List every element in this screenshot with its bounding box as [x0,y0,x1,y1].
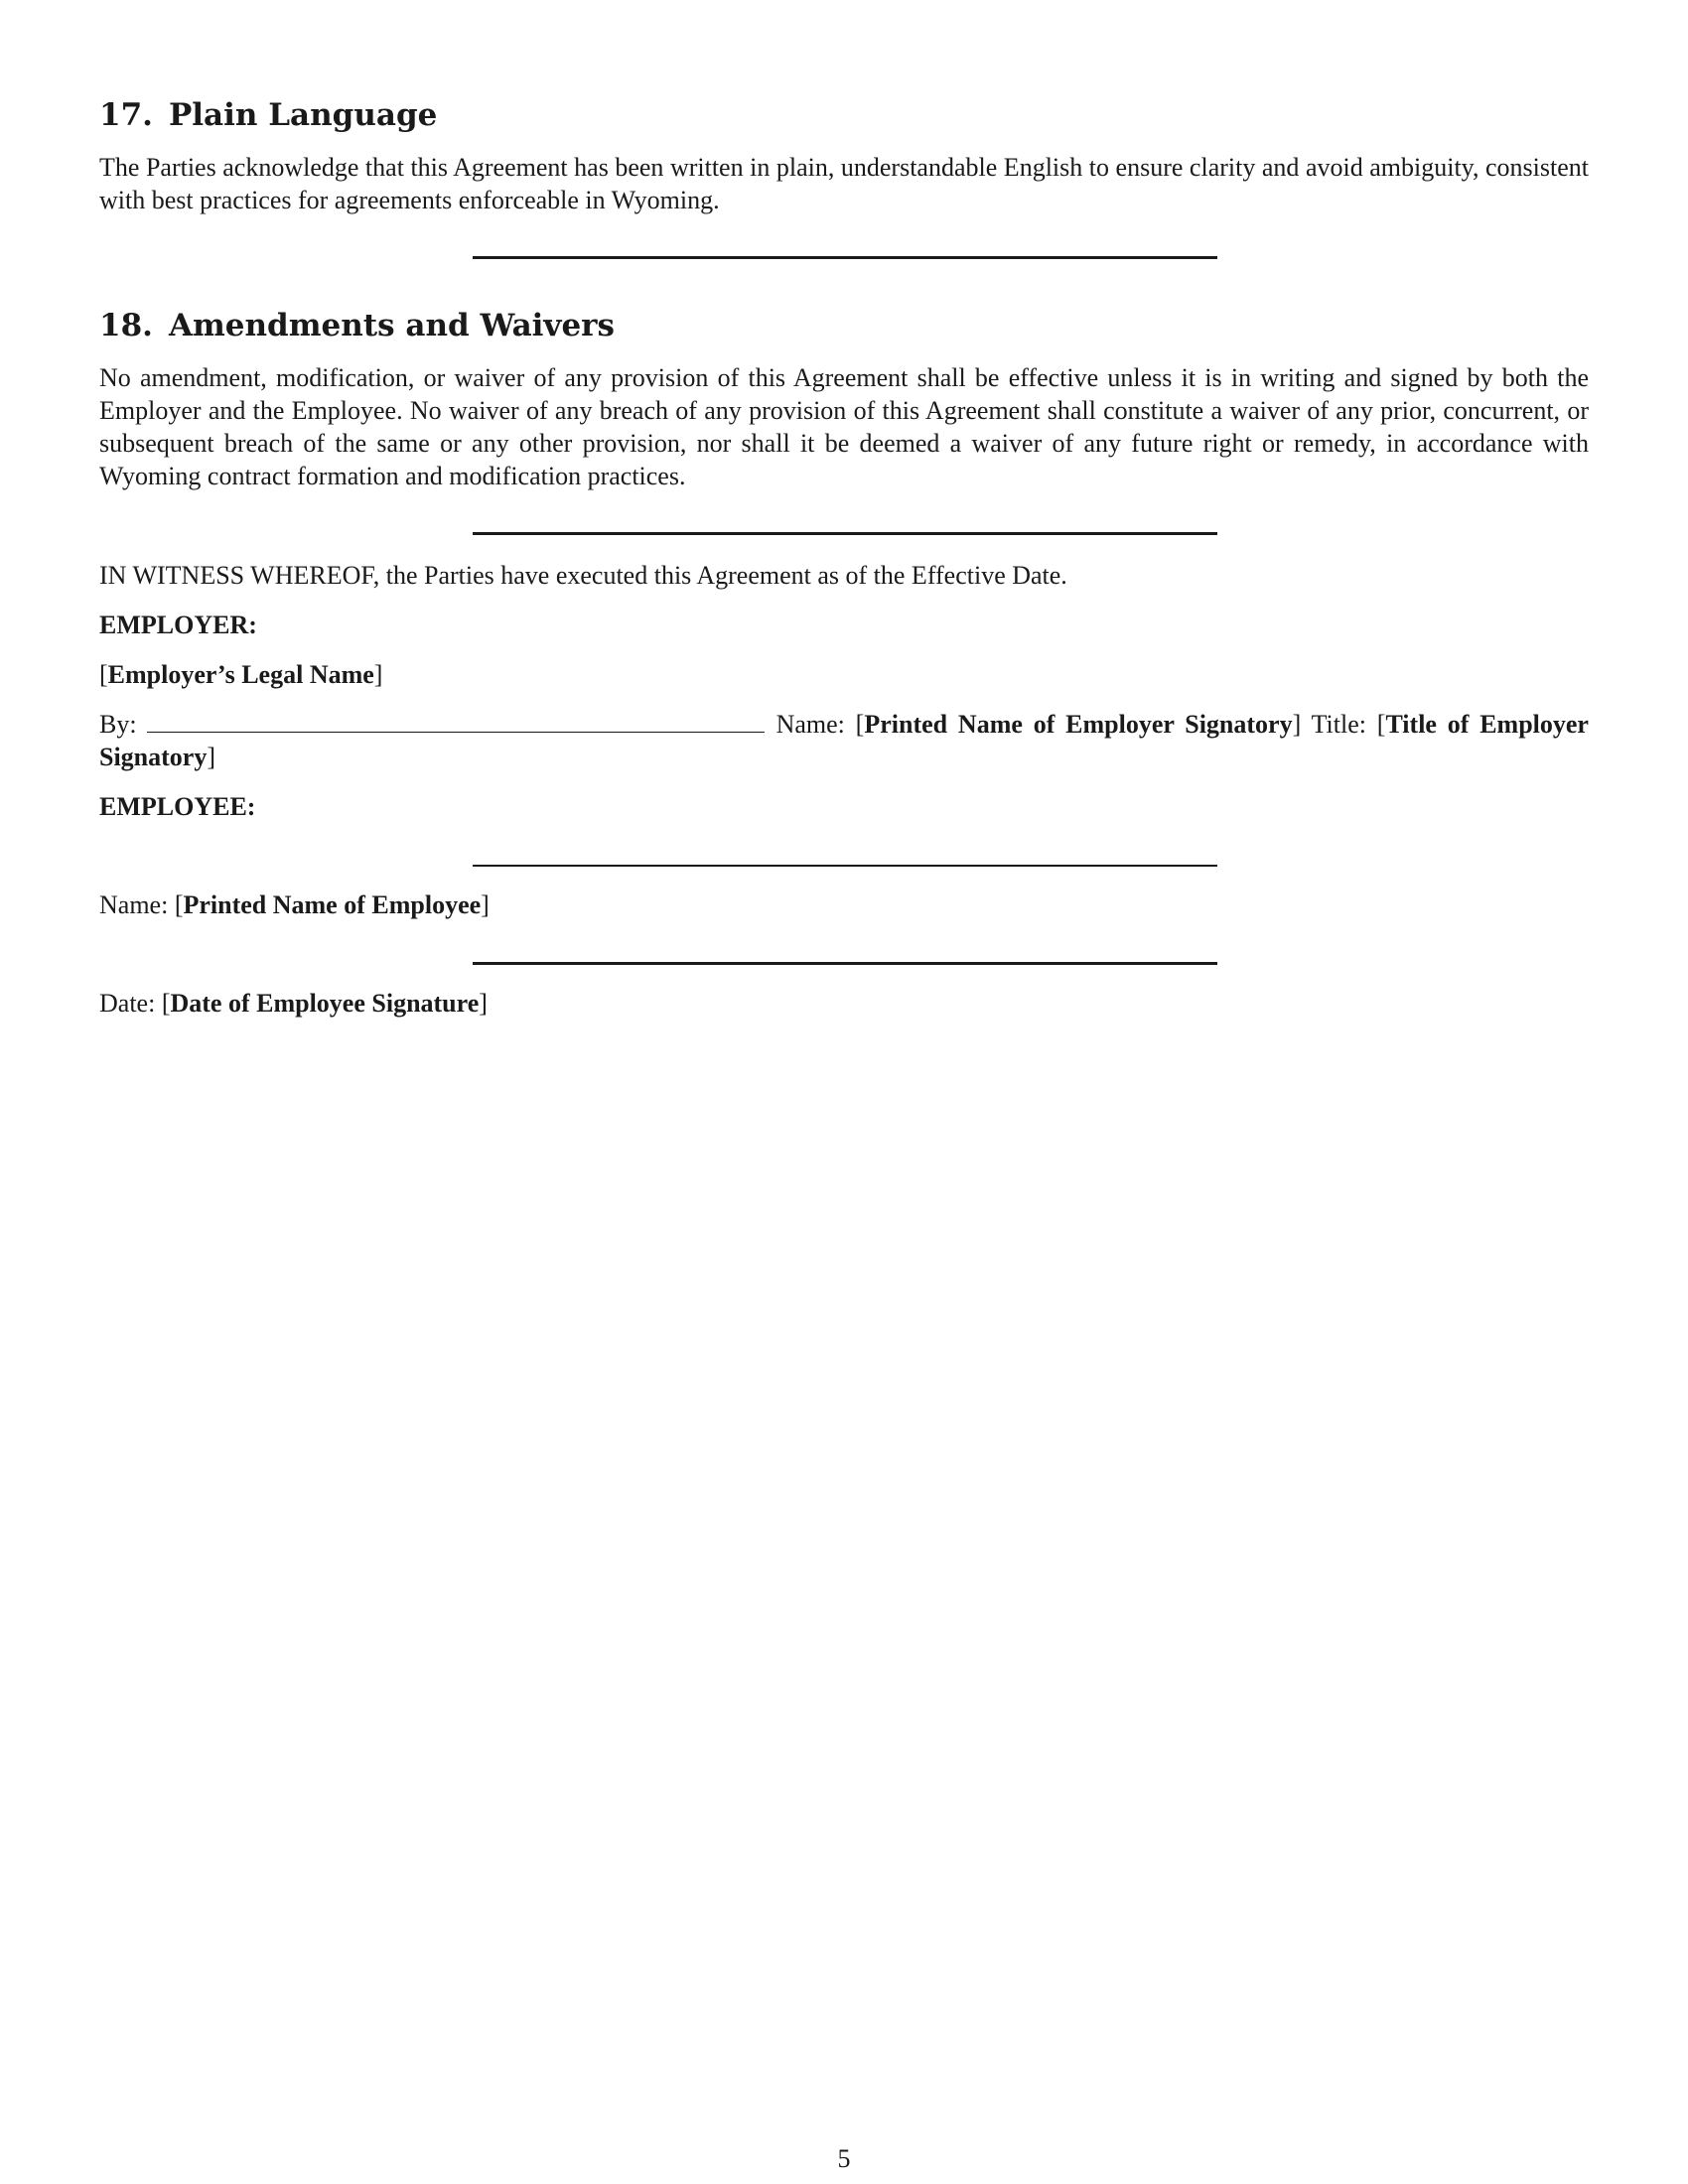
employer-name-label: Name: [775,710,845,739]
employer-signature-line[interactable] [147,708,765,733]
section-18-title: Amendments and Waivers [168,308,615,343]
section-divider [473,256,1217,259]
document-page [99,0,1589,2184]
section-18-number: 18. [99,308,153,343]
employee-date-label: Date: [99,989,156,1018]
employer-signature-block: By: Name: [Printed Name of Employer Signatory] Title: [Title of Employer Signatory] [99,710,1589,771]
employee-name-line: Name: [Printed Name of Employee] [99,890,490,919]
section-divider [473,532,1217,535]
section-17-number: 17. [99,97,153,133]
employee-name-label: Name: [99,890,169,919]
employee-date-value: Date of Employee Signature [170,989,480,1018]
section-divider [473,962,1217,965]
section-17-heading [99,97,437,133]
employee-heading: EMPLOYEE: [99,792,256,821]
employee-date-line: Date: [Date of Employee Signature] [99,989,488,1018]
employer-title-label: Title: [1311,710,1366,739]
employer-legal-name: [Employer’s Legal Name] [99,660,383,689]
employee-name-value: Printed Name of Employee [183,890,482,919]
employer-name-value: Printed Name of Employer Signatory [864,710,1293,739]
section-18-heading [99,308,615,343]
employer-title-value: Title of Employer Signatory [99,710,1589,771]
section-18-body: No amendment, modification, or waiver of any provision of this Agreement shall be effective unless it is in writing and signed by both the Employer and the Employee. No waiver of any breach of any provision of this Agreement shall constitute a waiver of any prior, concurrent, or subsequent breach of the same or any other provision, nor shall it be deemed a waiver of any future right or remedy, in accordance with Wyoming contract formation and modification practices. [99,363,1589,490]
employee-signature-line[interactable] [473,865,1217,867]
page-number: 5 [837,2144,851,2173]
section-17-title: Plain Language [168,97,438,133]
employer-heading: EMPLOYER: [99,611,257,639]
section-17-body: The Parties acknowledge that this Agreement has been written in plain, understandable English to ensure clarity and avoid ambiguity, consistent with best practices for agreements enforceable in Wyoming. [99,153,1589,214]
by-label: By: [99,710,137,739]
witness-statement: IN WITNESS WHEREOF, the Parties have executed this Agreement as of the Effective Date. [99,561,1067,590]
employer-legal-name-value: Employer’s Legal Name [107,660,374,689]
